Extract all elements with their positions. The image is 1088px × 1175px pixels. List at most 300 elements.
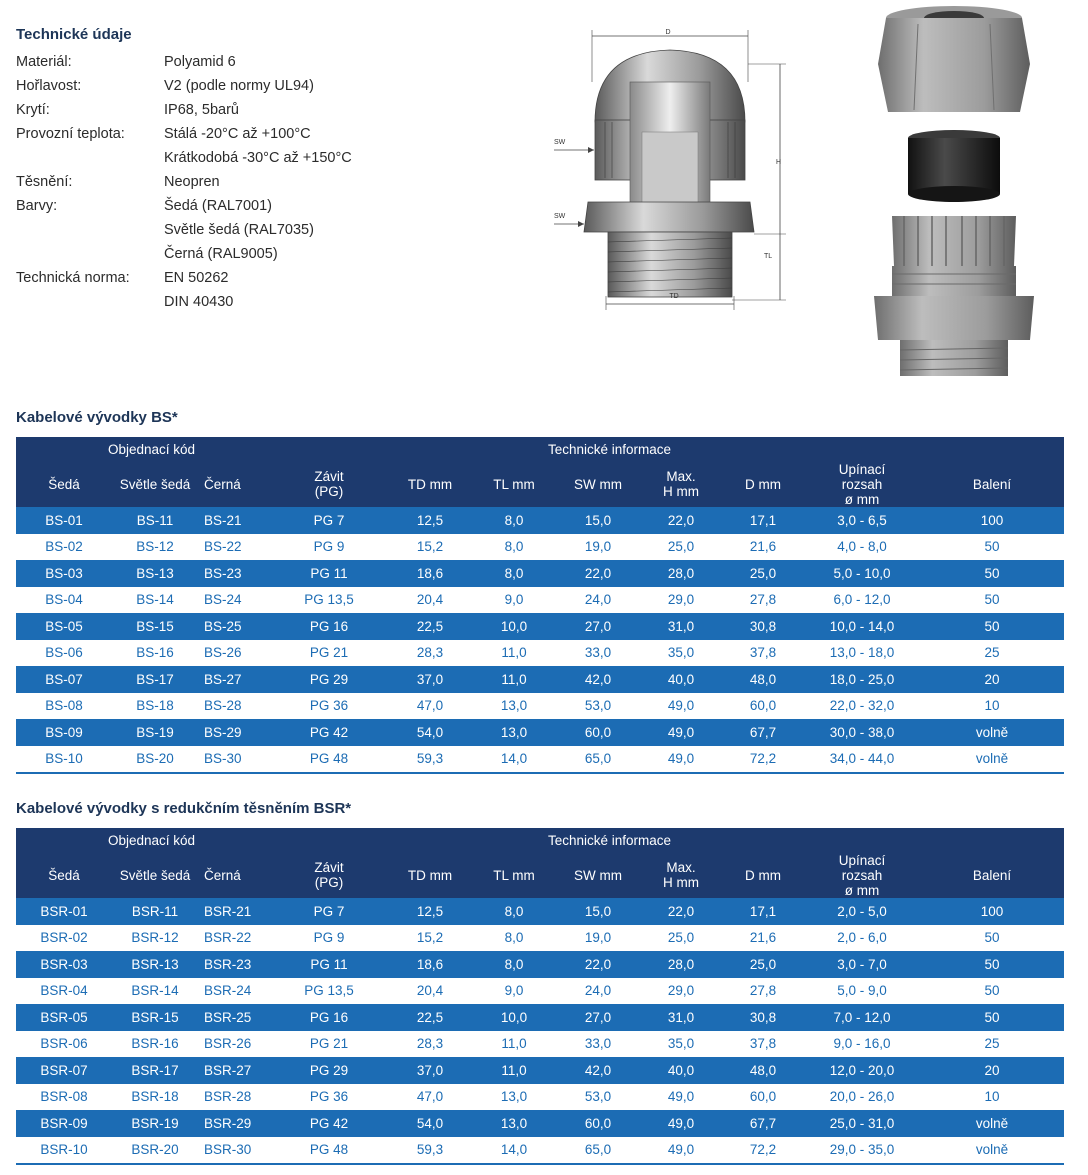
table-cell: 11,0	[472, 666, 556, 693]
table-cell: 18,0 - 25,0	[804, 666, 920, 693]
table-cell: 65,0	[556, 1137, 640, 1165]
table-cell: BSR-12	[112, 925, 198, 952]
table-cell: PG 16	[270, 613, 388, 640]
dim-h-label: H	[776, 159, 782, 166]
table-cell: 72,2	[722, 1137, 804, 1165]
table-cell: 40,0	[640, 666, 722, 693]
table-cell: 17,1	[722, 507, 804, 534]
table-cell: 8,0	[472, 925, 556, 952]
table-cell: 50	[920, 951, 1064, 978]
table-cell: 20	[920, 666, 1064, 693]
table-cell: 11,0	[472, 1057, 556, 1084]
table-cell: 25,0 - 31,0	[804, 1110, 920, 1137]
table-cell: 22,0 - 32,0	[804, 693, 920, 720]
table-cell: PG 29	[270, 1057, 388, 1084]
column-header: SW mm	[556, 852, 640, 898]
table-cell: 22,0	[556, 560, 640, 587]
column-header: D mm	[722, 852, 804, 898]
table-cell: PG 7	[270, 898, 388, 925]
table-cell: 8,0	[472, 951, 556, 978]
column-header: Upínací rozsah ø mm	[804, 852, 920, 898]
spec-values	[164, 266, 233, 314]
table-cell: 6,0 - 12,0	[804, 587, 920, 614]
spec-value: Krátkodobá -30°C až +150°C	[164, 150, 352, 166]
table-cell: 7,0 - 12,0	[804, 1004, 920, 1031]
table-cell: BSR-04	[16, 978, 112, 1005]
column-header: Závit (PG)	[270, 852, 388, 898]
spec-value: Černá (RAL9005)	[164, 246, 278, 262]
table-bs-title: Kabelové vývodky BS*	[16, 409, 178, 426]
column-header: D mm	[722, 461, 804, 507]
table-cell: BS-26	[198, 640, 270, 667]
table-cell: PG 13,5	[270, 587, 388, 614]
table-cell: BS-06	[16, 640, 112, 667]
table-cell: 3,0 - 7,0	[804, 951, 920, 978]
table-cell: 35,0	[640, 1031, 722, 1058]
table-cell: 17,1	[722, 898, 804, 925]
table-cell: 28,3	[388, 1031, 472, 1058]
table-cell: 25,0	[722, 951, 804, 978]
column-header: Šedá	[16, 852, 112, 898]
table-cell: PG 36	[270, 693, 388, 720]
table-cell: 24,0	[556, 587, 640, 614]
table-cell: 8,0	[472, 534, 556, 561]
table-cell: BS-08	[16, 693, 112, 720]
table-cell: 13,0	[472, 1084, 556, 1111]
spec-value: Šedá (RAL7001)	[164, 198, 273, 214]
spec-label: Provozní teplota:	[16, 126, 125, 142]
table-cell: BS-09	[16, 719, 112, 746]
table-cell: 11,0	[472, 640, 556, 667]
table-cell: 30,8	[722, 613, 804, 640]
column-header: Max. H mm	[640, 461, 722, 507]
spec-label: Barvy:	[16, 198, 58, 214]
table-cell: 30,0 - 38,0	[804, 719, 920, 746]
table-cell: 21,6	[722, 534, 804, 561]
column-header: Závit (PG)	[270, 461, 388, 507]
table-cell: 49,0	[640, 1137, 722, 1165]
table-cell: 50	[920, 1004, 1064, 1031]
table-cell: PG 21	[270, 640, 388, 667]
table-cell: 8,0	[472, 898, 556, 925]
spec-value: Polyamid 6	[164, 54, 236, 70]
table-cell: 37,8	[722, 640, 804, 667]
table-cell: PG 13,5	[270, 978, 388, 1005]
table-row	[16, 1057, 1064, 1084]
table-cell: 2,0 - 6,0	[804, 925, 920, 952]
table-cell: 14,0	[472, 746, 556, 774]
table-cell: 13,0	[472, 719, 556, 746]
table-cell: BSR-27	[198, 1057, 270, 1084]
table-bsr-title: Kabelové vývodky s redukčním těsněním BSR*	[16, 800, 352, 817]
table-cell: 49,0	[640, 719, 722, 746]
table-cell: BS-10	[16, 746, 112, 774]
group-header-technical-info: Technické informace	[270, 828, 1064, 852]
spec-values	[164, 194, 314, 266]
column-header: Světle šedá	[112, 852, 198, 898]
table-cell: 50	[920, 925, 1064, 952]
spec-label: Těsnění:	[16, 174, 73, 190]
table-row	[16, 587, 1064, 614]
table-cell: 27,8	[722, 587, 804, 614]
table-cell: 50	[920, 587, 1064, 614]
table-cell: 15,2	[388, 925, 472, 952]
table-cell: 22,5	[388, 613, 472, 640]
table-cell: PG 9	[270, 534, 388, 561]
table-cell: 10,0 - 14,0	[804, 613, 920, 640]
table-cell: PG 48	[270, 746, 388, 774]
dim-sw-label-1: SW	[554, 139, 566, 146]
table-cell: 12,5	[388, 898, 472, 925]
table-cell: BS-03	[16, 560, 112, 587]
table-cell: BSR-16	[112, 1031, 198, 1058]
table-cell: PG 29	[270, 666, 388, 693]
spec-values	[164, 74, 314, 98]
table-cell: 18,6	[388, 951, 472, 978]
table-cell: 5,0 - 9,0	[804, 978, 920, 1005]
table-cell: 20	[920, 1057, 1064, 1084]
table-cell: BS-11	[112, 507, 198, 534]
table-cell: PG 7	[270, 507, 388, 534]
table-cell: BSR-20	[112, 1137, 198, 1165]
table-cell: 27,8	[722, 978, 804, 1005]
table-cell: 20,4	[388, 587, 472, 614]
table-cell: 47,0	[388, 693, 472, 720]
spec-value: Světle šedá (RAL7035)	[164, 222, 314, 238]
table-cell: 33,0	[556, 1031, 640, 1058]
table-cell: 100	[920, 898, 1064, 925]
product-photo	[870, 4, 1038, 384]
table-cell: volně	[920, 746, 1064, 774]
table-cell: 42,0	[556, 666, 640, 693]
table-cell: BS-17	[112, 666, 198, 693]
table-cell: BSR-22	[198, 925, 270, 952]
dim-td-label: TD	[669, 293, 679, 300]
table-cell: PG 16	[270, 1004, 388, 1031]
spec-values	[164, 98, 239, 122]
table-cell: BS-01	[16, 507, 112, 534]
table-cell: 12,5	[388, 507, 472, 534]
table-cell: BS-29	[198, 719, 270, 746]
table-cell: BS-04	[16, 587, 112, 614]
table-cell: 49,0	[640, 1084, 722, 1111]
table-cell: BSR-24	[198, 978, 270, 1005]
table-cell: PG 21	[270, 1031, 388, 1058]
spec-values	[164, 170, 220, 194]
table-cell: BSR-11	[112, 898, 198, 925]
table-cell: 8,0	[472, 507, 556, 534]
table-cell: 49,0	[640, 746, 722, 774]
table-row	[16, 666, 1064, 693]
table-cell: BS-05	[16, 613, 112, 640]
table-cell: 72,2	[722, 746, 804, 774]
table-cell: 28,3	[388, 640, 472, 667]
table-cell: 8,0	[472, 560, 556, 587]
table-row	[16, 925, 1064, 952]
column-header: Balení	[920, 461, 1064, 507]
table-cell: 15,0	[556, 507, 640, 534]
column-header: TL mm	[472, 461, 556, 507]
table-cell: 25,0	[722, 560, 804, 587]
spec-row	[16, 50, 536, 74]
table-cell: 33,0	[556, 640, 640, 667]
table-cell: BS-25	[198, 613, 270, 640]
spec-value: IP68, 5barů	[164, 102, 239, 118]
table-cell: 2,0 - 5,0	[804, 898, 920, 925]
column-header: Černá	[198, 852, 270, 898]
table-cell: 50	[920, 534, 1064, 561]
table-cell: 3,0 - 6,5	[804, 507, 920, 534]
table-cell: 48,0	[722, 666, 804, 693]
spec-label: Hořlavost:	[16, 78, 82, 94]
spec-row	[16, 122, 536, 170]
table-cell: 4,0 - 8,0	[804, 534, 920, 561]
table-row	[16, 613, 1064, 640]
table-cell: 13,0	[472, 1110, 556, 1137]
table-cell: BSR-07	[16, 1057, 112, 1084]
group-header-order-code: Objednací kód	[16, 828, 270, 852]
table-cell: 22,5	[388, 1004, 472, 1031]
table-cell: 29,0	[640, 587, 722, 614]
table-cell: 60,0	[722, 1084, 804, 1111]
spec-label: Krytí:	[16, 102, 50, 118]
table-cell: BSR-14	[112, 978, 198, 1005]
table-cell: BS-30	[198, 746, 270, 774]
table-cell: BSR-10	[16, 1137, 112, 1165]
column-header: Šedá	[16, 461, 112, 507]
table-cell: 27,0	[556, 1004, 640, 1031]
column-header: Max. H mm	[640, 852, 722, 898]
table-cell: 19,0	[556, 534, 640, 561]
table-cell: 13,0 - 18,0	[804, 640, 920, 667]
table-cell: BSR-05	[16, 1004, 112, 1031]
table-cell: 37,0	[388, 1057, 472, 1084]
table-row	[16, 1137, 1064, 1165]
table-cell: 50	[920, 560, 1064, 587]
table-cell: 12,0 - 20,0	[804, 1057, 920, 1084]
spec-row	[16, 98, 536, 122]
table-cell: PG 9	[270, 925, 388, 952]
table-cell: 9,0	[472, 587, 556, 614]
table-cell: 37,8	[722, 1031, 804, 1058]
table-cell: PG 42	[270, 719, 388, 746]
table-cell: BSR-13	[112, 951, 198, 978]
table-cell: 14,0	[472, 1137, 556, 1165]
table-row	[16, 560, 1064, 587]
table-cell: 20,4	[388, 978, 472, 1005]
table-cell: volně	[920, 719, 1064, 746]
table-cell: 67,7	[722, 719, 804, 746]
table-cell: 49,0	[640, 1110, 722, 1137]
spec-row	[16, 194, 536, 266]
column-header: TD mm	[388, 461, 472, 507]
table-cell: BS-13	[112, 560, 198, 587]
table-cell: BSR-23	[198, 951, 270, 978]
table-cell: 59,3	[388, 1137, 472, 1165]
column-header: Světle šedá	[112, 461, 198, 507]
table-cell: PG 11	[270, 560, 388, 587]
table-cell: 37,0	[388, 666, 472, 693]
table-cell: PG 48	[270, 1137, 388, 1165]
column-header: Upínací rozsah ø mm	[804, 461, 920, 507]
table-row	[16, 978, 1064, 1005]
table-row	[16, 898, 1064, 925]
table-cell: BS-21	[198, 507, 270, 534]
table-cell: 21,6	[722, 925, 804, 952]
column-header: TD mm	[388, 852, 472, 898]
table-cell: BSR-28	[198, 1084, 270, 1111]
table-cell: 50	[920, 613, 1064, 640]
table-row	[16, 746, 1064, 774]
table-cell: BS-16	[112, 640, 198, 667]
table-cell: BS-27	[198, 666, 270, 693]
table-cell: 60,0	[556, 1110, 640, 1137]
spec-rows	[16, 50, 536, 314]
table-cell: BS-22	[198, 534, 270, 561]
table-cell: BS-12	[112, 534, 198, 561]
column-header: TL mm	[472, 852, 556, 898]
table-cell: BS-20	[112, 746, 198, 774]
table-cell: 28,0	[640, 951, 722, 978]
table-cell: 100	[920, 507, 1064, 534]
table-cell: 10,0	[472, 613, 556, 640]
dim-sw-label-2: SW	[554, 213, 566, 220]
table-bs	[16, 437, 1064, 774]
table-cell: 27,0	[556, 613, 640, 640]
table-cell: 15,2	[388, 534, 472, 561]
table-row	[16, 534, 1064, 561]
table-cell: BSR-01	[16, 898, 112, 925]
table-cell: 5,0 - 10,0	[804, 560, 920, 587]
table-cell: 10	[920, 693, 1064, 720]
dim-tl-label: TL	[764, 253, 773, 260]
table-cell: 53,0	[556, 1084, 640, 1111]
table-cell: BSR-26	[198, 1031, 270, 1058]
spec-values	[164, 50, 236, 74]
table-cell: 60,0	[556, 719, 640, 746]
table-cell: 29,0 - 35,0	[804, 1137, 920, 1165]
table-cell: volně	[920, 1137, 1064, 1165]
spec-label: Materiál:	[16, 54, 72, 70]
table-cell: 10,0	[472, 1004, 556, 1031]
table-row	[16, 1084, 1064, 1111]
table-cell: 24,0	[556, 978, 640, 1005]
table-cell: PG 42	[270, 1110, 388, 1137]
table-cell: BSR-29	[198, 1110, 270, 1137]
table-cell: BSR-15	[112, 1004, 198, 1031]
group-header-order-code: Objednací kód	[16, 437, 270, 461]
table-cell: BSR-30	[198, 1137, 270, 1165]
table-cell: BSR-03	[16, 951, 112, 978]
spec-value: V2 (podle normy UL94)	[164, 78, 314, 94]
table-cell: 54,0	[388, 719, 472, 746]
table-row	[16, 1110, 1064, 1137]
table-cell: 48,0	[722, 1057, 804, 1084]
table-cell: BS-28	[198, 693, 270, 720]
table-cell: 20,0 - 26,0	[804, 1084, 920, 1111]
table-cell: PG 36	[270, 1084, 388, 1111]
table-cell: 18,6	[388, 560, 472, 587]
table-cell: 34,0 - 44,0	[804, 746, 920, 774]
table-cell: 67,7	[722, 1110, 804, 1137]
table-cell: 22,0	[640, 507, 722, 534]
table-cell: 54,0	[388, 1110, 472, 1137]
table-cell: 31,0	[640, 1004, 722, 1031]
table-cell: 10	[920, 1084, 1064, 1111]
table-cell: 65,0	[556, 746, 640, 774]
spec-value: Neopren	[164, 174, 220, 190]
table-cell: 19,0	[556, 925, 640, 952]
spec-value: EN 50262	[164, 270, 229, 286]
table-cell: BSR-18	[112, 1084, 198, 1111]
table-row	[16, 693, 1064, 720]
spec-value: Stálá -20°C až +100°C	[164, 126, 311, 142]
table-cell: 60,0	[722, 693, 804, 720]
table-cell: BS-07	[16, 666, 112, 693]
spec-label: Technická norma:	[16, 270, 130, 286]
table-cell: 31,0	[640, 613, 722, 640]
table-bsr	[16, 828, 1064, 1165]
column-header: Balení	[920, 852, 1064, 898]
spec-row	[16, 266, 536, 314]
table-cell: 25,0	[640, 534, 722, 561]
dim-d-label: D	[665, 29, 671, 36]
table-cell: BS-23	[198, 560, 270, 587]
spec-value: DIN 40430	[164, 294, 234, 310]
table-cell: 49,0	[640, 693, 722, 720]
table-row	[16, 640, 1064, 667]
table-cell: 53,0	[556, 693, 640, 720]
table-row	[16, 1004, 1064, 1031]
spec-values	[164, 122, 352, 170]
table-cell: 29,0	[640, 978, 722, 1005]
table-cell: BS-02	[16, 534, 112, 561]
cross-section-drawing	[550, 22, 790, 322]
table-cell: 13,0	[472, 693, 556, 720]
table-cell: BSR-17	[112, 1057, 198, 1084]
table-cell: 22,0	[556, 951, 640, 978]
column-header: Černá	[198, 461, 270, 507]
table-cell: PG 11	[270, 951, 388, 978]
table-cell: 22,0	[640, 898, 722, 925]
table-cell: BS-18	[112, 693, 198, 720]
table-cell: 42,0	[556, 1057, 640, 1084]
technical-specs	[16, 24, 536, 314]
table-cell: BS-14	[112, 587, 198, 614]
table-row	[16, 1031, 1064, 1058]
table-cell: BSR-02	[16, 925, 112, 952]
table-cell: BS-24	[198, 587, 270, 614]
table-cell: BSR-09	[16, 1110, 112, 1137]
table-cell: BSR-21	[198, 898, 270, 925]
table-row	[16, 951, 1064, 978]
table-cell: volně	[920, 1110, 1064, 1137]
table-row	[16, 507, 1064, 534]
table-cell: 47,0	[388, 1084, 472, 1111]
table-cell: BSR-08	[16, 1084, 112, 1111]
table-cell: 15,0	[556, 898, 640, 925]
table-cell: 50	[920, 978, 1064, 1005]
spec-row	[16, 170, 536, 194]
table-cell: 35,0	[640, 640, 722, 667]
table-cell: 59,3	[388, 746, 472, 774]
specs-title: Technické údaje	[16, 26, 132, 43]
table-cell: 30,8	[722, 1004, 804, 1031]
table-cell: BS-15	[112, 613, 198, 640]
table-cell: BSR-19	[112, 1110, 198, 1137]
table-cell: BS-19	[112, 719, 198, 746]
spec-row	[16, 74, 536, 98]
